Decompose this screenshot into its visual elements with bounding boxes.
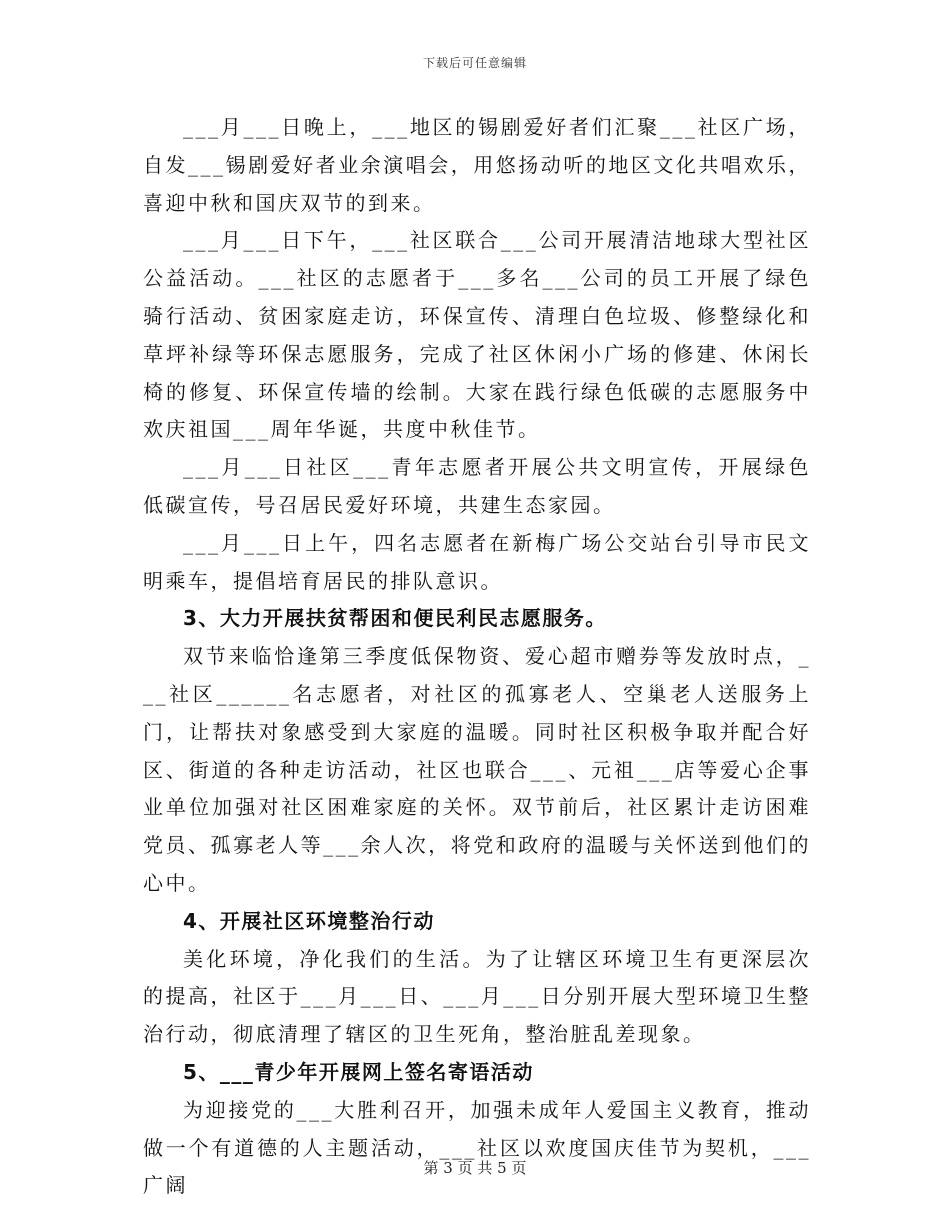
paragraph-poverty-relief: 双节来临恰逢第三季度低保物资、爱心超市赠券等发放时点，___社区______名志愿者，对社区的孤寡老人、空巢老人送服务上门，让帮扶对象感受到大家庭的温暖。同时社区积极争取并配合好区、街道的各种走访活动，社区也联合___、元祖___店等爱心企事业单位加强对社区困难家庭的关怀。双节前后，社区累计走访困难党员、孤寡老人等___余人次，将党和政府的温暖与关怀送到他们的心中。 [143,644,811,895]
section-heading-3: 3、大力开展扶贫帮困和便民利民志愿服务。 [183,606,607,631]
paragraph-clean-earth-activity: ___月___日下午，___社区联合___公司开展清洁地球大型社区公益活动。___社区的志愿者于___多名___公司的员工开展了绿色骑行活动、贫困家庭走访，环保宣传、清理白色垃圾、修整绿化和草坪补绿等环保志愿服务，完成了社区休闲小广场的修建、休闲长椅的修复、环保宣传墙的绘制。大家在践行绿色低碳的志愿服务中欢庆祖国___周年华诞，共度中秋佳节。 [143,228,811,442]
document-body [143,109,811,1205]
paragraph-civility-promotion: ___月___日社区___青年志愿者开展公共文明宣传，开展绿色低碳宣传，号召居民爱好环境，共建生态家园。 [143,455,811,517]
paragraph-mid-autumn-opera: ___月___日晚上，___地区的锡剧爱好者们汇聚___社区广场，自发___锡剧爱好者业余演唱会，用悠扬动听的地区文化共唱欢乐，喜迎中秋和国庆双节的到来。 [143,115,811,215]
paragraph-online-signature: 为迎接党的___大胜利召开，加强未成年人爱国主义教育，推动做一个有道德的人主题活动，___社区以欢度国庆佳节为契机，___广阔 [143,1097,811,1198]
page-header: 下载后可任意编辑 [422,56,527,70]
section-heading-4: 4、开展社区环境整治行动 [183,908,435,933]
page-number: 第 3 页 共 5 页 [423,1159,527,1177]
paragraph-environment-cleanup: 美化环境，净化我们的生活。为了让辖区环境卫生有更深层次的提高，社区于___月___日、___月___日分别开展大型环境卫生整治行动，彻底清理了辖区的卫生死角，整治脏乱差现象。 [143,946,811,1047]
paragraph-bus-stop-guidance: ___月___日上午，四名志愿者在新梅广场公交站台引导市民文明乘车，提倡培育居民的排队意识。 [143,530,811,593]
section-heading-5: 5、___青少年开展网上签名寄语活动 [183,1059,534,1084]
